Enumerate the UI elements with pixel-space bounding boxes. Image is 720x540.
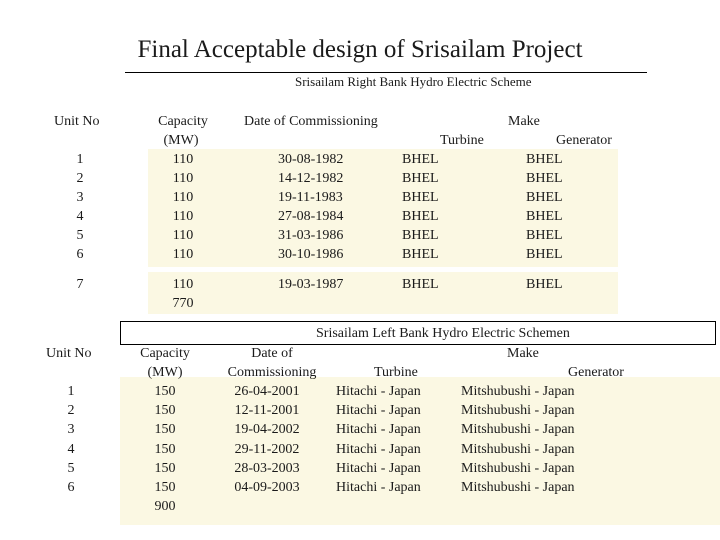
- page-title: Final Acceptable design of Srisailam Project: [137, 36, 583, 63]
- lb-row5-date: 28-03-2003: [234, 461, 300, 476]
- rb-row2-generator: BHEL: [526, 171, 563, 186]
- lb-total-capacity: 900: [154, 499, 176, 514]
- rb-row6-generator: BHEL: [526, 247, 563, 262]
- rb-row7-unit: 7: [76, 277, 84, 292]
- rb-row2-date: 14-12-1982: [278, 171, 344, 186]
- lb-header-unit: Unit No: [46, 346, 92, 361]
- right-bank-caption: Srisailam Right Bank Hydro Electric Scheme: [295, 74, 532, 89]
- rb-row4-date: 27-08-1984: [278, 209, 344, 224]
- rb-row5-capacity: 110: [172, 228, 194, 243]
- lb-row6-unit: 6: [67, 480, 75, 495]
- lb-row6-date: 04-09-2003: [234, 480, 300, 495]
- rb-row3-unit: 3: [76, 190, 84, 205]
- lb-row4-generator: Mitshubushi - Japan: [461, 442, 575, 457]
- lb-row6-capacity: 150: [154, 480, 176, 495]
- lb-row4-unit: 4: [67, 442, 75, 457]
- rb-row1-unit: 1: [76, 152, 84, 167]
- rb-header-make: Make: [508, 114, 540, 129]
- lb-header-date-line1: Date of: [251, 346, 293, 361]
- rb-total-capacity: 770: [172, 296, 194, 311]
- lb-row5-capacity: 150: [154, 461, 176, 476]
- rb-row5-unit: 5: [76, 228, 84, 243]
- lb-row6-turbine: Hitachi - Japan: [336, 480, 421, 495]
- rb-header-capacity: Capacity: [158, 114, 208, 129]
- lb-row2-generator: Mitshubushi - Japan: [461, 403, 575, 418]
- rb-row2-turbine: BHEL: [402, 171, 439, 186]
- lb-row5-generator: Mitshubushi - Japan: [461, 461, 575, 476]
- title-underline: [125, 72, 647, 73]
- rb-row3-capacity: 110: [172, 190, 194, 205]
- rb-row5-date: 31-03-1986: [278, 228, 344, 243]
- lb-header-date-line2: Commissioning: [227, 365, 317, 380]
- rb-header-generator: Generator: [556, 133, 612, 148]
- rb-row7-turbine: BHEL: [402, 277, 439, 292]
- rb-row3-date: 19-11-1983: [278, 190, 343, 205]
- rb-header-turbine: Turbine: [440, 133, 484, 148]
- rb-row6-unit: 6: [76, 247, 84, 262]
- lb-header-capacity-unit: (MW): [147, 365, 183, 380]
- rb-row6-turbine: BHEL: [402, 247, 439, 262]
- lb-header-generator: Generator: [568, 365, 624, 380]
- rb-row6-date: 30-10-1986: [278, 247, 344, 262]
- left-bank-caption: Srisailam Left Bank Hydro Electric Schemen: [316, 326, 570, 341]
- lb-row3-unit: 3: [67, 422, 75, 437]
- lb-header-make: Make: [507, 346, 539, 361]
- lb-row2-date: 12-11-2001: [234, 403, 300, 418]
- rb-row1-capacity: 110: [172, 152, 194, 167]
- rb-row2-unit: 2: [76, 171, 84, 186]
- lb-row4-date: 29-11-2002: [234, 442, 300, 457]
- lb-row1-turbine: Hitachi - Japan: [336, 384, 421, 399]
- lb-row6-generator: Mitshubushi - Japan: [461, 480, 575, 495]
- rb-row7-capacity: 110: [172, 277, 194, 292]
- lb-row2-turbine: Hitachi - Japan: [336, 403, 421, 418]
- rb-row4-generator: BHEL: [526, 209, 563, 224]
- lb-row4-capacity: 150: [154, 442, 176, 457]
- lb-row5-turbine: Hitachi - Japan: [336, 461, 421, 476]
- rb-row4-capacity: 110: [172, 209, 194, 224]
- lb-header-capacity: Capacity: [140, 346, 190, 361]
- lb-row2-capacity: 150: [154, 403, 176, 418]
- rb-header-date: Date of Commissioning: [244, 114, 378, 129]
- rb-row6-capacity: 110: [172, 247, 194, 262]
- rb-row7-generator: BHEL: [526, 277, 563, 292]
- rb-row3-turbine: BHEL: [402, 190, 439, 205]
- lb-row3-turbine: Hitachi - Japan: [336, 422, 421, 437]
- rb-row5-generator: BHEL: [526, 228, 563, 243]
- lb-row4-turbine: Hitachi - Japan: [336, 442, 421, 457]
- rb-row1-turbine: BHEL: [402, 152, 439, 167]
- rb-row1-generator: BHEL: [526, 152, 563, 167]
- rb-row4-unit: 4: [76, 209, 84, 224]
- lb-row2-unit: 2: [67, 403, 75, 418]
- rb-row3-generator: BHEL: [526, 190, 563, 205]
- lb-row1-date: 26-04-2001: [234, 384, 300, 399]
- rb-row1-date: 30-08-1982: [278, 152, 344, 167]
- lb-row3-generator: Mitshubushi - Japan: [461, 422, 575, 437]
- rb-header-capacity-unit: (MW): [163, 133, 199, 148]
- lb-row5-unit: 5: [67, 461, 75, 476]
- lb-row3-date: 19-04-2002: [234, 422, 300, 437]
- lb-row1-unit: 1: [67, 384, 75, 399]
- rb-row5-turbine: BHEL: [402, 228, 439, 243]
- rb-row7-date: 19-03-1987: [278, 277, 344, 292]
- lb-header-turbine: Turbine: [374, 365, 418, 380]
- rb-header-unit: Unit No: [54, 114, 100, 129]
- lb-row1-capacity: 150: [154, 384, 176, 399]
- rb-row2-capacity: 110: [172, 171, 194, 186]
- lb-row3-capacity: 150: [154, 422, 176, 437]
- rb-row4-turbine: BHEL: [402, 209, 439, 224]
- lb-row1-generator: Mitshubushi - Japan: [461, 384, 575, 399]
